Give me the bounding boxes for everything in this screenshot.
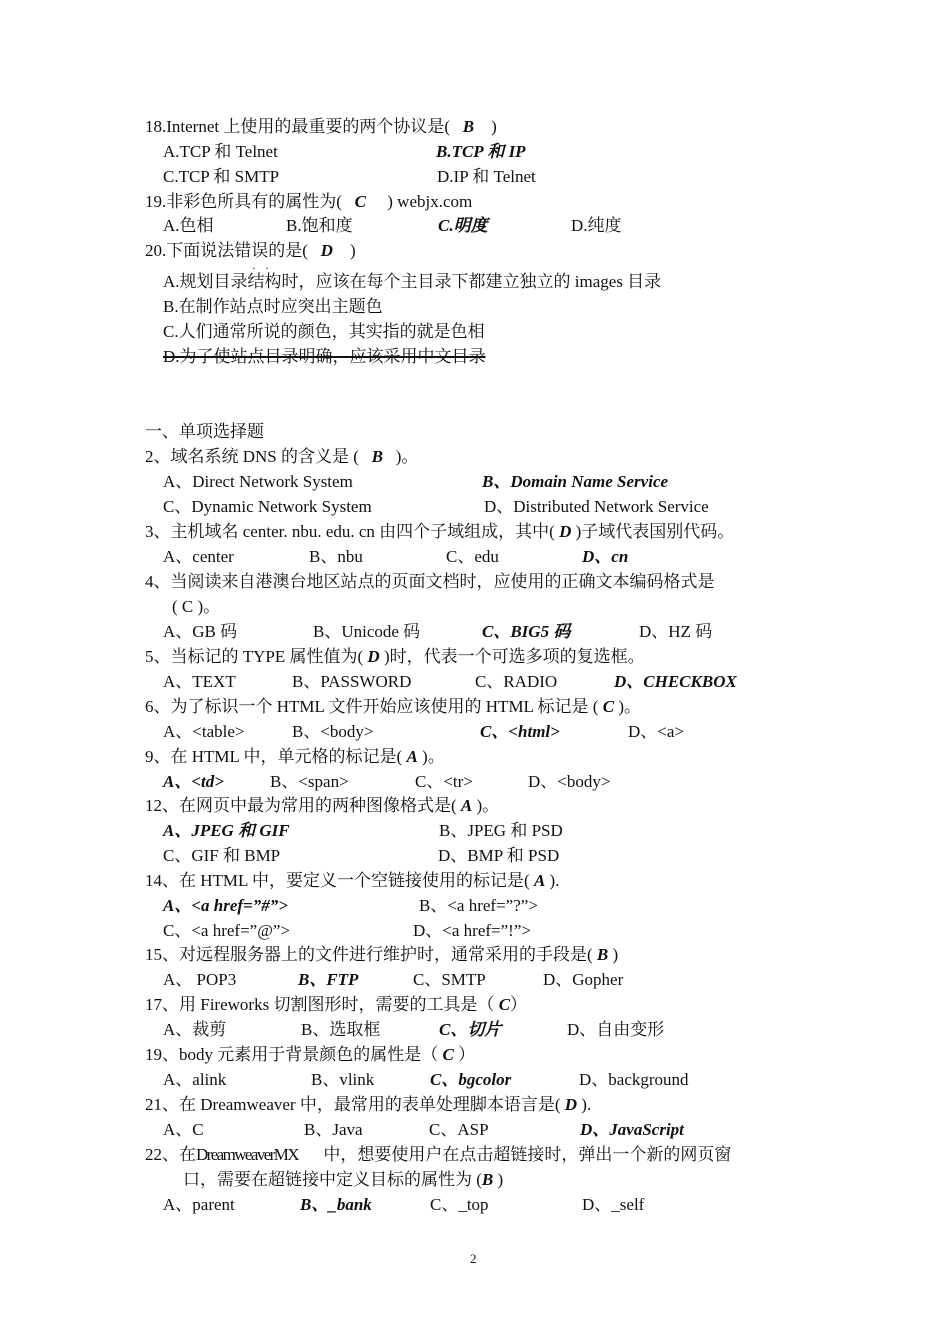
- answer-letter: C: [498, 995, 511, 1014]
- answer-letter: D: [367, 647, 380, 666]
- option-b: B、选取框: [301, 1020, 381, 1039]
- page-number: 2: [470, 1251, 477, 1266]
- question-20-stem: 20.下面说法错误的是( D ): [145, 241, 356, 260]
- option-b: B、Java: [304, 1120, 363, 1139]
- option-a: A、 POP3: [163, 970, 237, 989]
- answer-letter: A: [533, 871, 546, 890]
- option-a: A、GB 码: [163, 622, 238, 641]
- option-c: C.人们通常所说的颜色，其实指的就是色相: [163, 322, 485, 341]
- answer-letter: C: [354, 192, 367, 211]
- option-b: B、JPEG 和 PSD: [439, 821, 563, 840]
- option-d: D、<a href=”!”>: [413, 921, 531, 940]
- option-d-struck: D.为了使站点目录明确，应该采用中文目录: [163, 347, 486, 366]
- option-c: C、edu: [446, 547, 499, 566]
- option-c-correct: C、切片: [439, 1020, 502, 1039]
- option-c: C、_top: [430, 1195, 489, 1214]
- emphasis-dots: ··: [252, 261, 278, 275]
- answer-letter: A: [406, 747, 418, 766]
- option-d: D.IP 和 Telnet: [437, 167, 536, 186]
- question-19-body-stem: 19、body 元素用于背景颜色的属性是（ C ）: [145, 1045, 476, 1064]
- question-14-stem: 14、在 HTML 中，要定义一个空链接使用的标记是( A ).: [145, 871, 560, 890]
- option-c-correct: C.明度: [438, 216, 488, 235]
- question-18-stem: 18.Internet 上使用的最重要的两个协议是( B ): [145, 117, 497, 136]
- option-c: C、Dynamic Network System: [163, 497, 372, 516]
- option-a: A、裁剪: [163, 1020, 227, 1039]
- question-17-stem: 17、用 Fireworks 切割图形时，需要的工具是（ C）: [145, 995, 528, 1014]
- question-3-stem: 3、主机域名 center. nbu. edu. cn 由四个子域组成，其中( D )子域代表国别代码。: [145, 522, 735, 541]
- option-b: B、<body>: [292, 722, 374, 741]
- option-a: A、<table>: [163, 722, 245, 741]
- answer-letter: C: [442, 1045, 454, 1064]
- option-b-correct: B.TCP 和 IP: [436, 142, 526, 161]
- option-d-correct: D、JavaScript: [580, 1120, 684, 1139]
- option-a-correct: A、<td>: [163, 772, 224, 791]
- question-4-answer-line: ( C )。: [172, 597, 221, 616]
- option-b: B、<span>: [270, 772, 349, 791]
- answer-letter: D: [559, 522, 572, 541]
- option-a: A.色相: [163, 216, 214, 235]
- option-a: A.规划目录结构时，应该在每个主目录下都建立独立的 images 目录: [163, 272, 662, 291]
- option-b: B、PASSWORD: [292, 672, 412, 691]
- option-b: B.饱和度: [286, 216, 353, 235]
- option-c-correct: C、bgcolor: [430, 1070, 512, 1089]
- option-b-correct: B、_bank: [300, 1195, 372, 1214]
- option-d: D.纯度: [571, 216, 622, 235]
- option-a: A、center: [163, 547, 234, 566]
- option-c-correct: C、<html>: [480, 722, 560, 741]
- section-title: 一、单项选择题: [145, 422, 264, 441]
- option-d-correct: D、CHECKBOX: [614, 672, 737, 691]
- question-19-stem: 19.非彩色所具有的属性为( C ) webjx.com: [145, 192, 473, 211]
- question-21-stem: 21、在 Dreamweaver 中，最常用的表单处理脚本语言是( D ).: [145, 1095, 592, 1114]
- answer-letter: C: [602, 697, 615, 716]
- option-d: D、<body>: [528, 772, 611, 791]
- option-b: B、Unicode 码: [313, 622, 421, 641]
- option-c: C、ASP: [429, 1120, 489, 1139]
- question-5-stem: 5、当标记的 TYPE 属性值为( D )时，代表一个可选多项的复选框。: [145, 647, 645, 666]
- option-b: B、<a href=”?”>: [419, 896, 538, 915]
- answer-letter: B: [371, 447, 384, 466]
- question-15-stem: 15、对远程服务器上的文件进行维护时，通常采用的手段是( B ): [145, 945, 619, 964]
- option-d: D、<a>: [628, 722, 684, 741]
- answer-letter: B: [596, 945, 609, 964]
- option-c: C、<a href=”@”>: [163, 921, 291, 940]
- answer-letter: D: [320, 241, 333, 260]
- option-c: C.TCP 和 SMTP: [163, 167, 280, 186]
- option-b: B.在制作站点时应突出主题色: [163, 297, 383, 316]
- option-a: A、alink: [163, 1070, 227, 1089]
- question-9-stem: 9、在 HTML 中，单元格的标记是( A )。: [145, 747, 445, 766]
- option-a: A、C: [163, 1120, 204, 1139]
- option-c-correct: C、BIG5 码: [482, 622, 571, 641]
- answer-letter: B: [462, 117, 475, 136]
- question-22-stem-cont: 口，需要在超链接中定义目标的属性为 (B ): [183, 1170, 504, 1189]
- answer-letter: B: [481, 1170, 494, 1189]
- option-a: A、TEXT: [163, 672, 236, 691]
- option-d: D、background: [579, 1070, 689, 1089]
- option-d: D、HZ 码: [639, 622, 713, 641]
- option-a: A、Direct Network System: [163, 472, 353, 491]
- option-d: D、Distributed Network Service: [484, 497, 709, 516]
- question-6-stem: 6、为了标识一个 HTML 文件开始应该使用的 HTML 标记是 ( C )。: [145, 697, 641, 716]
- option-d: D、BMP 和 PSD: [438, 846, 560, 865]
- option-b: B、vlink: [311, 1070, 375, 1089]
- option-d: D、_self: [582, 1195, 645, 1214]
- option-c: C、GIF 和 BMP: [163, 846, 281, 865]
- option-b: B、nbu: [309, 547, 363, 566]
- question-2-stem: 2、域名系统 DNS 的含义是 ( B )。: [145, 447, 419, 466]
- option-c: C、SMTP: [413, 970, 486, 989]
- option-c: C、<tr>: [415, 772, 473, 791]
- answer-letter: D: [564, 1095, 578, 1114]
- question-4-stem: 4、当阅读来自港澳台地区站点的页面文档时，应使用的正确文本编码格式是: [145, 572, 715, 591]
- option-b-correct: B、FTP: [298, 970, 359, 989]
- option-a: A、parent: [163, 1195, 235, 1214]
- option-d: D、Gopher: [543, 970, 624, 989]
- question-12-stem: 12、在网页中最为常用的两种图像格式是( A )。: [145, 796, 500, 815]
- question-22-stem: 22、在DreamweaverMX 中，想要使用户在点击超链接时，弹出一个新的网页窗: [145, 1145, 732, 1164]
- option-a: A.TCP 和 Telnet: [163, 142, 278, 161]
- option-a-correct: A、<a href=”#”>: [163, 896, 288, 915]
- answer-letter: A: [460, 796, 473, 815]
- option-d: D、自由变形: [567, 1020, 665, 1039]
- option-a-correct: A、JPEG 和 GIF: [163, 821, 290, 840]
- option-c: C、RADIO: [475, 672, 558, 691]
- option-b-correct: B、Domain Name Service: [482, 472, 669, 491]
- option-d-correct: D、cn: [582, 547, 629, 566]
